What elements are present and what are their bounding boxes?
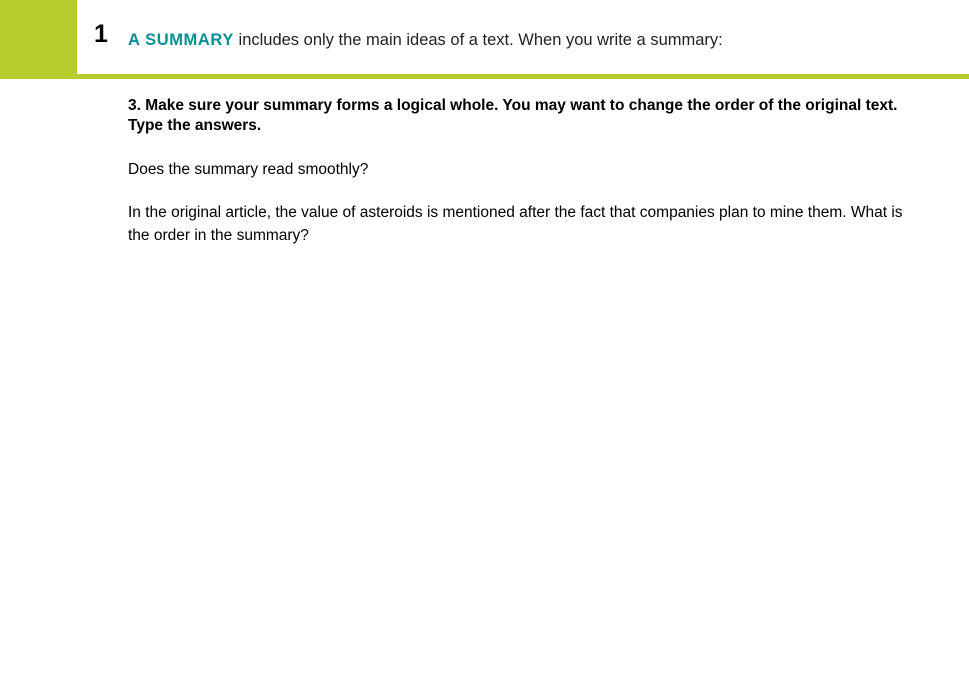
- header-sentence-rest: includes only the main ideas of a text. When you write a summary:: [233, 31, 723, 49]
- header-color-block: [0, 0, 77, 74]
- content-area: [128, 96, 928, 248]
- section-number: 1: [94, 20, 108, 48]
- task-instruction: 3. Make sure your summary forms a logical whole. You may want to change the order of the original text. Type the answers.: [128, 97, 898, 135]
- page-header: [0, 0, 969, 76]
- header-lead-term: A SUMMARY: [128, 31, 234, 49]
- question-1: Does the summary read smoothly?: [128, 160, 369, 178]
- question-2: In the original article, the value of asteroids is mentioned after the fact that companies plan to mine them. What is the order in the summary?: [128, 203, 903, 244]
- header-sentence: [128, 31, 723, 51]
- header-divider-rule: [0, 74, 969, 79]
